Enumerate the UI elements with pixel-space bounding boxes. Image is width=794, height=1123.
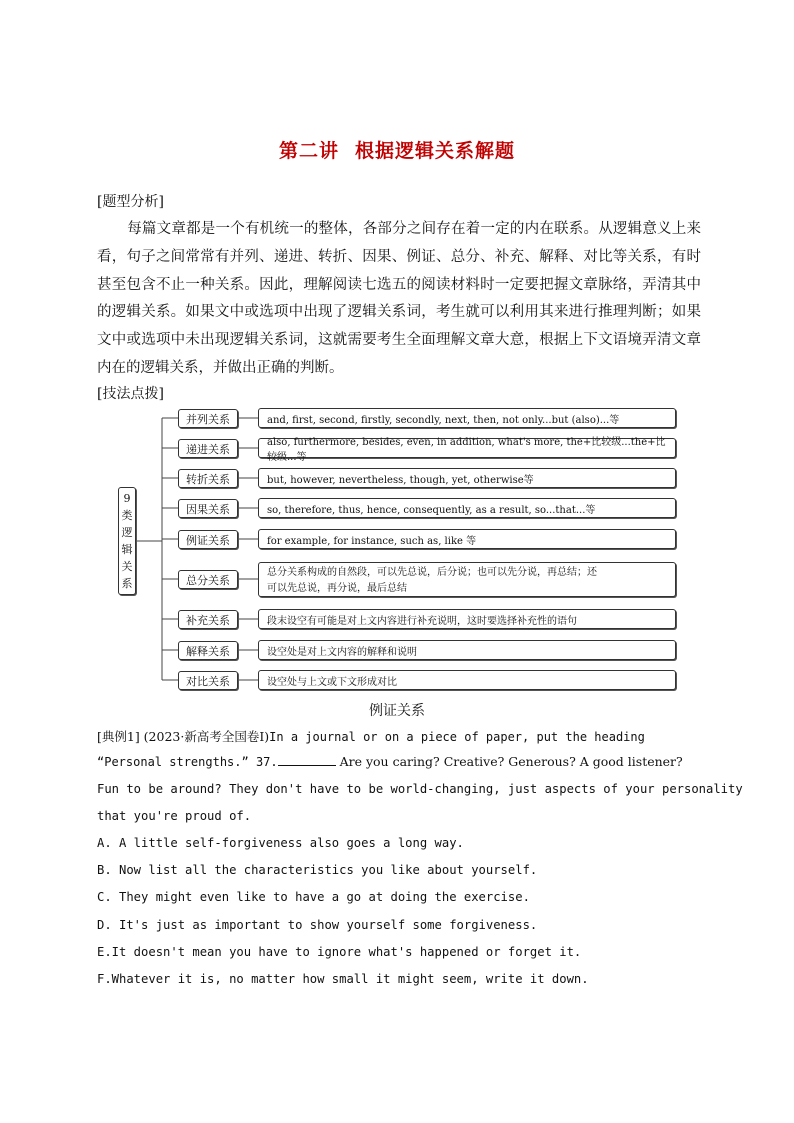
option-d: D. It's just as important to show yourself some forgiveness. [97, 918, 538, 932]
description-text: 设空处是对上文内容的解释和说明 [267, 646, 417, 658]
root-char: 系 [121, 577, 133, 590]
analysis-text: 每篇文章都是一个有机统一的整体，各部分之间存在着一定的内在联系。从逻辑意义上来看，句子之间常常有并列、递进、转折、因果、例证、总分、补充、解释、对比等关系，有时甚至包含不止一种关系。因此，理解阅读七选五的阅读材料时一定要把握文章脉络，弄清其中的逻辑关系。如果文中或选项中出现了逻辑关系词，考生就可以利用其来进行推理判断；如果文中或选项中未出现逻辑关系词，这就需要考生全面理解文章大意，根据上下文语境弄清文章内在的逻辑关系，并做出正确的判断。 [97, 221, 701, 376]
category-box: 对比关系 [178, 671, 238, 690]
root-char: 9 [123, 492, 131, 505]
category-box: 转折关系 [178, 469, 238, 488]
option-c: C. They might even like to have a go at doing the exercise. [97, 890, 530, 904]
root-char: 类 [121, 509, 133, 522]
description-box [258, 640, 676, 660]
description-text: 可以先总说，再分说，最后总结 [267, 583, 407, 594]
example-line-4: that you're proud of. [97, 809, 252, 823]
example-line-1 [97, 727, 701, 745]
description-text: also, furthermore, besides, even, in addition, what's more, the+比较级...the+比较级...等 [267, 437, 666, 463]
root-char: 辑 [121, 543, 133, 556]
description-box [258, 498, 676, 518]
answer-blank[interactable] [278, 754, 336, 766]
section-label-tips: [技法点拨] [97, 386, 164, 402]
root-char: 逻 [121, 526, 133, 539]
example-line-2 [97, 754, 701, 769]
description-text: for example, for instance, such as, like 等 [267, 535, 477, 547]
description-text: 设空处与上文或下文形成对比 [267, 676, 397, 688]
category-box: 解释关系 [178, 641, 238, 660]
category-box: 补充关系 [178, 610, 238, 629]
title-part2: 根据逻辑关系解题 [355, 140, 516, 162]
title-part1: 第二讲 [278, 140, 339, 162]
example-text: In a journal or on a piece of paper, put the heading [269, 730, 645, 744]
description-box [258, 437, 676, 463]
description-box [258, 468, 676, 488]
description-box [258, 670, 676, 690]
description-box [258, 562, 676, 597]
option-a: A. A little self-forgiveness also goes a long way. [97, 836, 464, 850]
description-box [258, 408, 676, 428]
description-text: and, first, second, firstly, secondly, next, then, not only...but (also)...等 [267, 414, 620, 426]
description-text: so, therefore, thus, hence, consequently, as a result, so...that...等 [267, 504, 596, 516]
option-b: B. Now list all the characteristics you like about yourself. [97, 863, 538, 877]
category-box: 总分关系 [178, 570, 238, 589]
diagram-root-box [118, 487, 136, 595]
description-box [258, 529, 676, 549]
option-e: E.It doesn't mean you have to ignore what's happened or forget it. [97, 945, 582, 959]
example-text: “Personal strengths.” 37. [97, 755, 278, 769]
page-title [0, 136, 794, 163]
category-box: 因果关系 [178, 499, 238, 518]
category-box: 递进关系 [178, 439, 238, 458]
description-box [258, 609, 676, 629]
option-f: F.Whatever it is, no matter how small it might seem, write it down. [97, 972, 589, 986]
example-source: [典例1] (2023·新高考全国卷Ⅰ) [97, 729, 270, 744]
category-box: 例证关系 [178, 530, 238, 549]
category-box: 并列关系 [178, 409, 238, 428]
description-text: 总分关系构成的自然段，可以先总说，后分说；也可以先分说，再总结；还 [267, 567, 597, 578]
description-text: 段末设空有可能是对上文内容进行补充说明，这时要选择补充性的语句 [267, 615, 577, 627]
example-text: Are you caring? Creative? Generous? A good listener? [335, 754, 683, 769]
root-char: 关 [121, 560, 133, 573]
analysis-paragraph [97, 216, 701, 383]
example-line-3: Fun to be around? They don't have to be world-changing, just aspects of your personality [97, 782, 743, 796]
section-label-analysis: [题型分析] [97, 194, 164, 210]
description-text: but, however, nevertheless, though, yet, otherwise等 [267, 474, 534, 486]
section-caption: 例证关系 [369, 703, 425, 719]
